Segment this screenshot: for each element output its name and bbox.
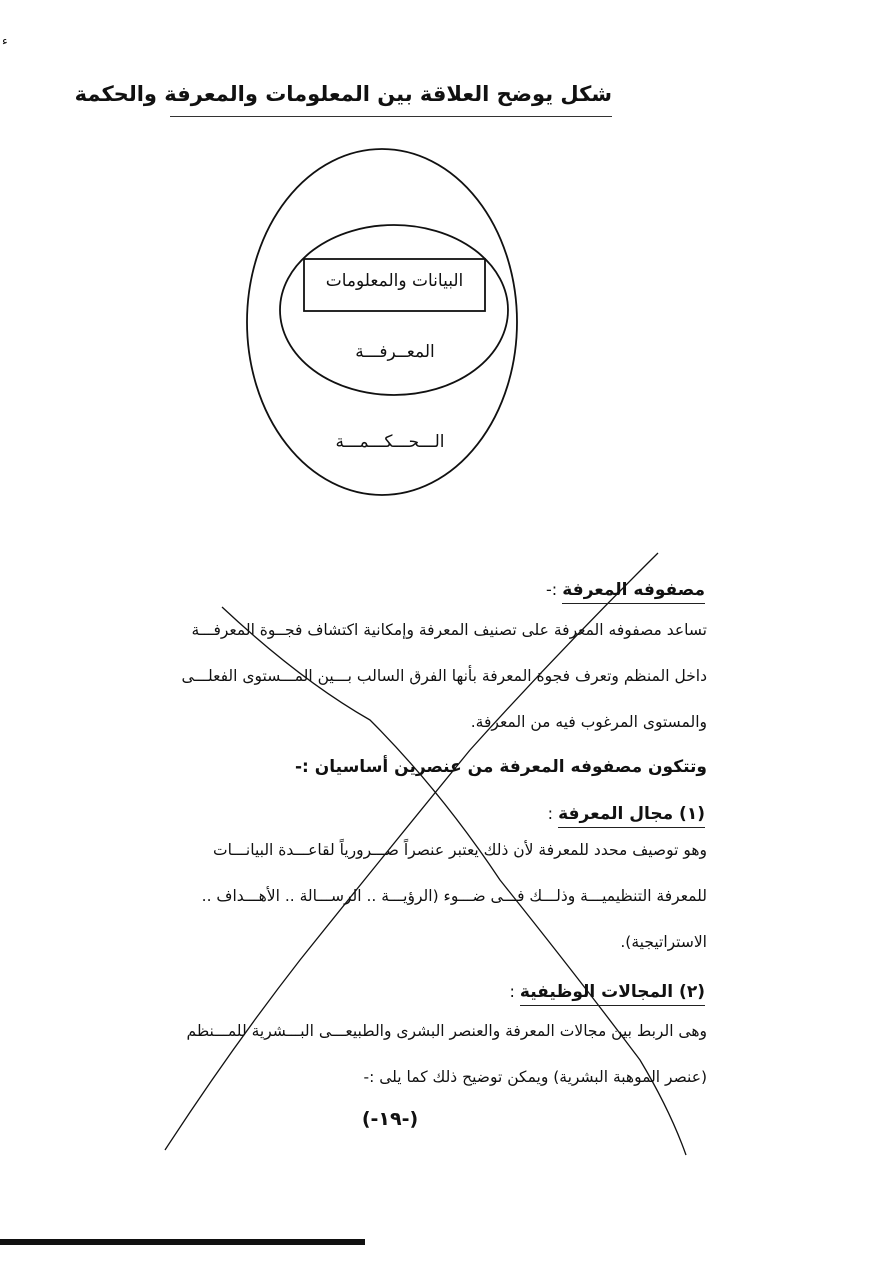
paragraph-line: وهى الربط بين مجالات المعرفة والعنصر البشرى والطبيعـــى البـــشرية للمـــنظم <box>186 1022 707 1040</box>
knowledge-ellipse <box>280 225 508 395</box>
item1-suffix: : <box>547 804 553 823</box>
item2-heading-text: (٢) المجالات الوظيفية <box>520 982 705 1006</box>
item1-heading-text: (١) مجال المعرفة <box>558 804 705 828</box>
paragraph-line: للمعرفة التنظيميـــة وذلـــك فـــى ضـــوء (الرؤيـــة .. الرســـالة .. الأهـــداف .. <box>201 887 707 905</box>
paragraph-line: والمستوى المرغوب فيه من المعرفة. <box>470 713 707 731</box>
page-number: (-١٩-) <box>361 1108 419 1130</box>
item1-paragraph <box>80 827 707 965</box>
data-information-label: البيانات والمعلومات <box>325 271 464 291</box>
paragraph-line: تساعد مصفوفه المعرفة على تصنيف المعرفة وإمكانية اكتشاف فجــوة المعرفـــة <box>191 621 707 639</box>
heading-text: مصفوفه المعرفة <box>562 580 705 604</box>
page-title: شكل يوضح العلاقة بين المعلومات والمعرفة والحكمة <box>74 82 612 106</box>
paragraph-line: الاستراتيجية). <box>620 933 707 951</box>
knowledge-label: المعــرفـــة <box>355 342 435 362</box>
section-heading-knowledge-matrix <box>546 580 705 600</box>
bottom-scan-bar <box>0 1239 365 1245</box>
item2-suffix: : <box>509 982 515 1001</box>
item2-heading <box>509 982 705 1002</box>
item2-paragraph <box>80 1008 707 1100</box>
knowledge-matrix-paragraph <box>80 607 707 745</box>
paragraph-line: وهو توصيف محدد للمعرفة لأن ذلك يعتبر عنصراً ضـــرورياً لقاعـــدة البيانـــات <box>212 841 707 859</box>
item1-heading <box>548 804 705 824</box>
heading-suffix: :- <box>545 580 558 599</box>
paragraph-line: داخل المنظم وتعرف فجوة المعرفة بأنها الفرق السالب بـــين المـــستوى الفعلـــى <box>181 667 707 685</box>
components-intro: وتتكون مصفوفه المعرفة من عنصرين أساسيان :- <box>294 757 707 777</box>
corner-mark: ء <box>2 34 8 48</box>
paragraph-line: (عنصر الموهبة البشرية) ويمكن توضيح ذلك كما يلى :- <box>363 1068 707 1086</box>
wisdom-label: الـــحـــكـــمـــة <box>335 432 445 452</box>
